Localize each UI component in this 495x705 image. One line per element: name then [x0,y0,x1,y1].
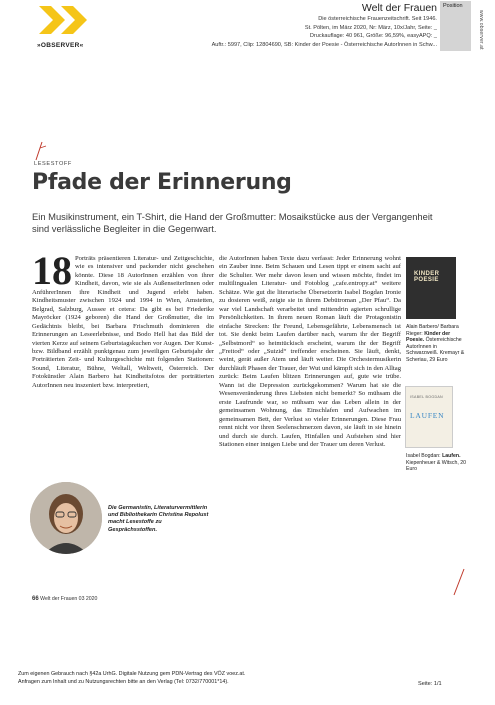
book2-title: Laufen. [442,453,461,459]
publication-circulation: Druckauflage: 40 961, Größe: 96,59%, easyAPQ: _ [309,33,437,40]
clipping-header [0,0,495,64]
book2-author: Isabel Bogdan: [406,453,441,459]
usage-note-line-2: Anfragen zum Inhalt und zu Nutzungsrechten bitte an den Verlag (Tel: 0732/770001*14). [18,679,229,685]
observer-logo-icon [37,4,97,36]
publication-name: Welt der Frauen [361,2,437,14]
section-kicker: LESESTOFF [34,161,72,167]
book2-cover-author: ISABEL BOGDAN [410,395,443,399]
book-cover-kinder-der-poesie [406,257,456,319]
clipping-order: Auftr.: 5997, Clip: 12804690, SB: Kinder der Poesie - Österreichische AutorInnen in Schw... [211,41,437,48]
article-column-2 [219,255,401,449]
publication-subtitle: Die österreichische Frauenzeitschrift. Seit 1946. [318,16,437,22]
usage-note [18,670,245,686]
pen-stroke-icon [32,140,50,162]
column-1-text: Porträts präsentieren Literatur- und Zeitgeschichte, wie es intensiver und packender nicht geschehen könnte. Diese 18 AutorInnen erzählen von ihrer Kindheit, davon, wie sie als AußenseiterInnen oder AnführerInnen ihre Kindheit und Jugend erlebt haben. Kindheitsmuster zwischen 1924 und 1994 in Wien, Amstetten, Belgrad, Salzburg, Aussee et cetera: Da gibt es bei Friederike Mayröcker (1924 geboren) die Hand der Großmutter, die im Gedächtnis bleibt, bei Barbara Frischmuth dominieren die Erinnerungen an Leseerlebnisse, und Bodo Hell hat das Bild der vierten Kerze auf seinem Geburtstagskuchen vor Augen. Der Kunst- bzw. Bildband erzählt punktgenau zum jeweiligen Geburtsjahr der Porträtierten Zeit- und Kulturgeschichte mit folgenden Stationen: Sound, Literatur, Bühne, Weltall, Weltweit, Österreich. Der Fotokünstler Alain Barbero hat Kindheitsfotos der porträtierten AutorInnen neu inszeniert bzw. interpretiert, [32,255,214,389]
footer-magazine: Welt der Frauen 03 2020 [40,596,98,602]
book2-cover-title: LAUFEN [410,411,445,420]
publication-issue: St. Pölten, im März 2020, Nr: März, 10x/Jahr, Seite: _ [304,24,437,31]
portrait-caption: Die Germanistin, Literaturvermittlerin und Bibliothekarin Christina Repolust macht Lesestoffe zu Gesprächsstoffen. [108,505,209,533]
usage-note-line-1: Zum eigenen Gebrauch nach §42a UrhG. Digitale Nutzung gem PDN-Vertrag des VÖZ voez.at. [18,671,246,677]
book-cover-laufen [405,386,453,448]
article-page [12,138,473,648]
column-2-text: die AutorInnen haben Texte dazu verfasst: Jeder Erinnerung wohnt ein Zauber inne. Beim Schauen und Lesen tippt er einem sacht auf die Schulter. Wer mehr davon lesen und wissen möchte, findet im multilingualen Literatur- und Fotoblog „cafe.entropy.at“ weitere Schätze. Wie gut die literarische Übersetzerin Isabel Bogdan Ironie zu dosieren weiß, zeigte sie in ihrem Debütroman „Der Pfau“. Da war viel Landschaft verarbeitet und mittendrin agierten schrullige Persönlichkeiten. In ihrem neuen Roman läuft die Protagonistin einfache Strecken: Ihr Freund, Lebensgefährte, Lebensmensch ist tot. Sie denkt beim Laufen darüber nach, warum ihr der Begriff „Selbstmord“ so heimtückisch erscheint, warum ihr der Begriff „Freitod“ oder „Suizid“ treffender erscheinen. Sie läuft, denkt, weint, gerät außer Atem und läuft weiter. Die Orchestermusikerin durchläuft Phasen der Trauer, der Wut und kämpft sich in den Alltag zurück: Beim Laufen blitzen Erinnerungen auf, gute wie trübe. Wann ist die Depression zurückgekommen? Warum hat sie die Wesensveränderung ihres Liebsten nicht bemerkt? So mühsam die erste Laufrunde war, so mühsam war das Leben allein in der gemeinsamen Wohnung, das Einschlafen und Aufwachen im gemeinsamen Bett, der Verlust so vieler Erinnerungen. Diese Frau rennt nicht vor ihren Seelenschmerzen davon, sie läuft in sie hinein und durch sie durch. Laufen, Hinfallen und Aufstehen sind hier Stationen einer innigen Liebe und der Trauer um deren Verlust. [219,255,401,448]
article-lead: Ein Musikinstrument, ein T-Shirt, die Hand der Großmutter: Mosaikstücke aus der Vergangenheit sind verlässliche Begleiter in die Gegenwart. [32,211,433,234]
red-slash-icon [452,568,466,596]
article-title: Pfade der Erinnerung [32,170,292,195]
book1-authors: Alain Barbero/ Barbara Rieger: [406,324,459,337]
portrait-photo-icon [30,482,102,554]
side-url: www.observer.at [478,10,484,50]
page-indicator: Seite: 1/1 [418,681,442,687]
position-box [440,1,471,51]
clipping-meta [137,2,437,49]
book2-caption [406,453,466,473]
author-portrait [30,482,102,554]
book1-title: Kinder der Poesie. [406,330,451,344]
drop-cap: 18 [32,248,72,293]
position-label: Position [443,3,463,9]
book1-caption [406,324,466,364]
book2-details: Kiepenheuer & Witsch, 20 Euro [406,459,466,473]
observer-logo-text: »OBSERVER« [37,42,84,49]
article-column-1 [32,248,214,390]
book1-details: Österreichische AutorInnen in Schwarzweiß. Kremayr & Scheriau, 29 Euro [406,337,465,363]
book1-cover-title: KINDER POESIE [414,271,440,283]
footer-page-number: 66 [32,596,39,602]
page-footer [32,596,97,602]
